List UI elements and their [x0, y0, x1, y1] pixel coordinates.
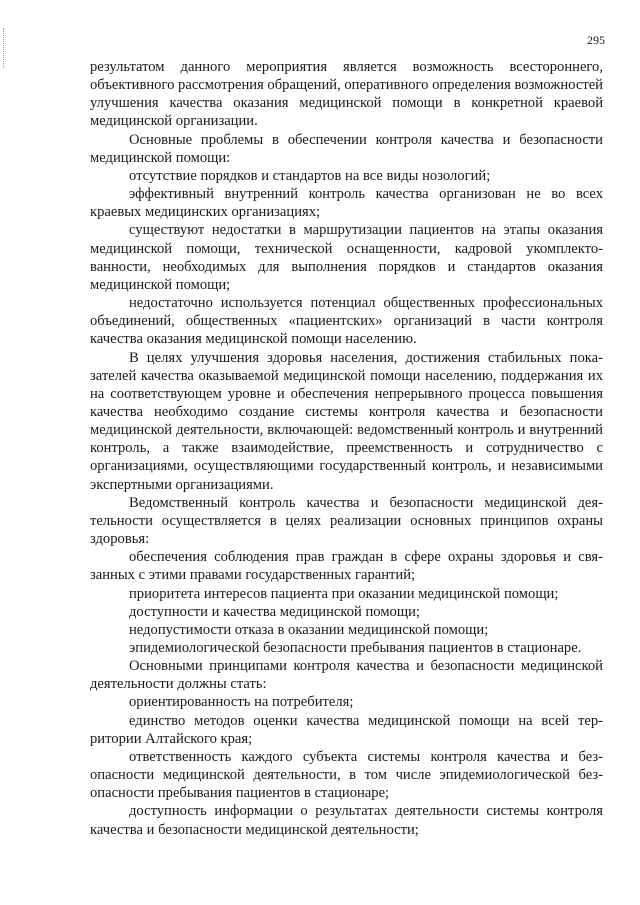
paragraph: Основными принципами контроля качества и безопасности медицинской деятельности должны стать:: [90, 658, 603, 693]
list-item: доступность информации о результатах деятельности системы контроля качества и безопасности медицинской деятельности;: [90, 803, 603, 838]
page-body: [90, 58, 603, 839]
paragraph: результатом данного мероприятия является возможность всестороннего, объективного рассмотрения обращений, оперативного определения возможностей улучшения качества оказания медицинской помощи в конкретной краевой медицинской организации.: [90, 59, 603, 130]
list-item: приоритета интересов пациента при оказании медицинской помощи;: [129, 585, 559, 602]
list-item: недопустимости отказа в оказании медицинской помощи;: [129, 621, 489, 638]
paragraph: В целях улучшения здоровья населения, достижения стабильных показателей качества оказываемой медицинской помощи населению, поддержания их на соответствующем уровне и обеспечения непрерывного процесса повышения качества необходимо создание системы контроля качества и безопасности медицинской деятельности, включающей: ведомственный контроль и внутренний контроль, а также взаимодействие, преемственность и сотрудничество с организациями, осуществляющими государственный контроль, и независимыми экспертными организациями.: [90, 349, 603, 493]
list-item: ориентированность на потребителя;: [129, 694, 354, 711]
paragraph: Основные проблемы в обеспечении контроля качества и безопасности медицинской помощи:: [90, 131, 603, 166]
list-item: ответственность каждого субъекта системы контроля качества и безопасности медицинской деятельности, в том числе эпидемиологической безопасности пребывания пациентов в стационаре;: [90, 748, 603, 802]
paragraph: Ведомственный контроль качества и безопасности медицинской деятельности осуществляется в целях реализации основных принципов охраны здоровья:: [90, 494, 603, 548]
list-item: недостаточно используется потенциал общественных профессиональных объединений, общественных «пациентских» организаций в части контроля качества оказания медицинской помощи населению.: [90, 295, 603, 348]
scan-margin-marks: [3, 28, 7, 68]
list-item: обеспечения соблюдения прав граждан в сфере охраны здоровья и связанных с этими правами государственных гарантий;: [90, 549, 603, 584]
list-item: эпидемиологической безопасности пребывания пациентов в стационаре.: [129, 640, 582, 656]
page-number: 295: [587, 33, 605, 47]
list-item: доступности и качества медицинской помощи;: [129, 603, 420, 620]
list-item: существуют недостатки в маршрутизации пациентов на этапы оказания медицинской помощи, технической оснащенности, кадровой укомплектованности, необходимых для выполнения порядков и стандартов оказания медицинской помощи;: [90, 222, 603, 293]
list-item: эффективный внутренний контроль качества организован не во всех краевых медицинских организациях;: [90, 186, 603, 221]
list-item: отсутствие порядков и стандартов на все виды нозологий;: [129, 167, 491, 184]
list-item: единство методов оценки качества медицинской помощи на всей территории Алтайского края;: [90, 712, 603, 747]
